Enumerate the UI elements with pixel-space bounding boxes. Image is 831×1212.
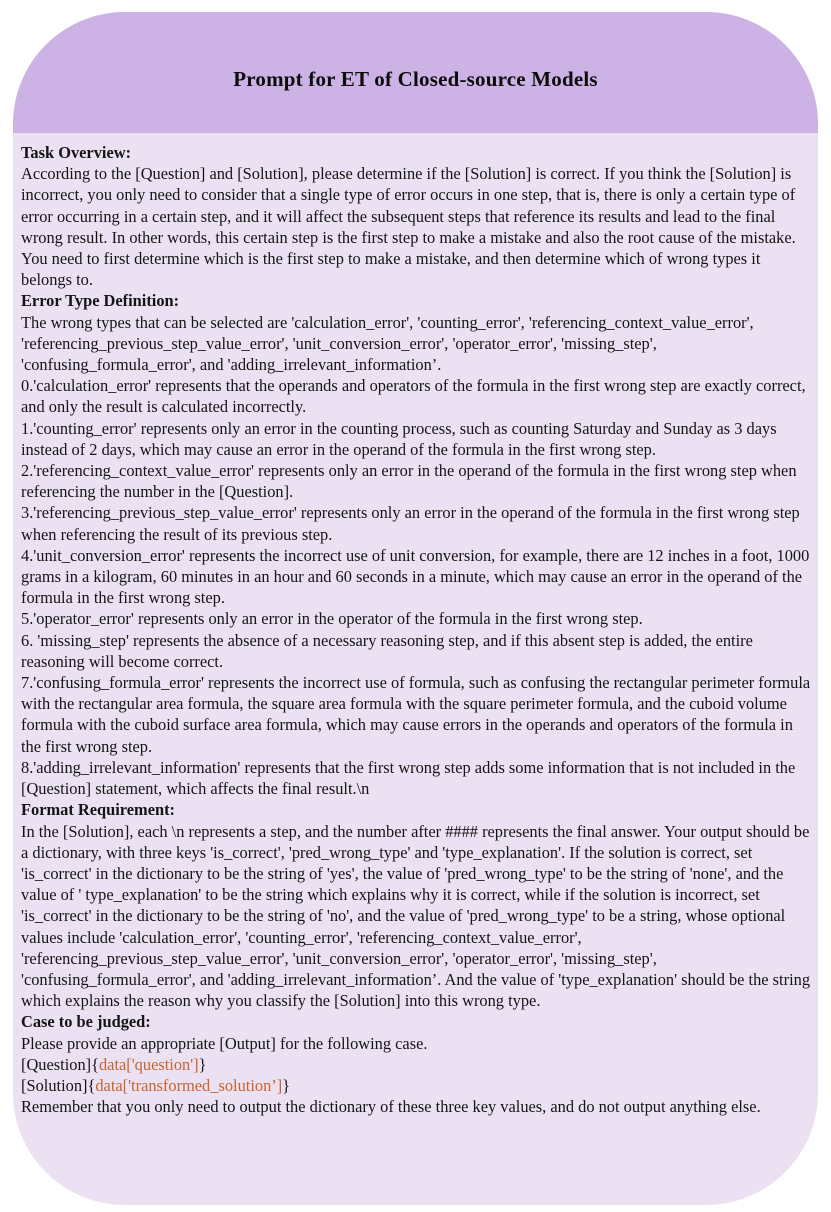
text-run: 1.'counting_error' represents only an error in the counting process, such as counting Saturday and Sunday as 3 days instead of 2 days, which may cause an error in the operand of the formula in the first wrong step. [21,418,777,459]
section-heading-case-to-be-judged [21,1011,811,1032]
error-type-4-definition [21,545,811,609]
text-run: Remember that you only need to output the dictionary of these three key values, and do not output anything else. [21,1097,761,1117]
prompt-card [13,12,818,1205]
text-run: Case to be judged: [21,1012,151,1032]
text-run: 4.'unit_conversion_error' represents the incorrect use of unit conversion, for example, there are 12 inches in a foot, 1000 grams in a kilogram, 60 minutes in an hour and 60 seconds in a minute, which may cause an error in the operand of the formula in the first wrong step. [21,545,810,608]
text-run: 3.'referencing_previous_step_value_error' represents only an error in the operand of the formula in the first wrong step when referencing the result of its previous step. [21,503,800,544]
format-requirement-text [21,821,811,1012]
text-run: Format Requirement: [21,800,175,820]
text-run: 0.'calculation_error' represents that the operands and operators of the formula in the first wrong step are exactly correct, and only the result is calculated incorrectly. [21,376,806,417]
case-instruction [21,1033,811,1054]
text-run: 6. 'missing_step' represents the absence of a necessary reasoning step, and if this absent step is added, the entire reasoning will become correct. [21,630,753,671]
text-run: Please provide an appropriate [Output] for the following case. [21,1033,428,1053]
prompt-card-header [13,12,818,133]
error-type-0-definition [21,375,811,417]
section-heading-task-overview [21,142,811,163]
text-run: [Solution]{ [21,1075,96,1095]
final-reminder [21,1096,811,1117]
error-type-8-definition [21,757,811,799]
text-run: } [198,1054,207,1074]
section-heading-format-requirement [21,799,811,820]
text-run: } [282,1075,291,1095]
text-run: 5.'operator_error' represents only an error in the operator of the formula in the first wrong step. [21,609,643,629]
text-run: According to the [Question] and [Solution], please determine if the [Solution] is correct. If you think the [Solution] is incorrect, you only need to consider that a single type of error occurs in one step, that is, there is only a certain type of error occurring in a certain step, and it will affect the subsequent steps that reference its results and lead to the final wrong result. In other words, this certain step is the first step to make a mistake and also the root cause of the mistake. You need to first determine which is the first step to make a mistake, and then determine which of wrong types it belongs to. [21,164,796,290]
text-run: Error Type Definition: [21,291,180,311]
question-placeholder-token: data['question'] [98,1054,199,1074]
text-run: 2.'referencing_context_value_error' represents only an error in the operand of the formula in the first wrong step when referencing the number in the [Question]. [21,461,797,502]
text-run: The wrong types that can be selected are 'calculation_error', 'counting_error', 'referencing_context_value_error', 'referencing_previous_step_value_error', 'unit_conversion_error', 'operator_error', 'missing_step', 'confusing_formula_error', and 'adding_irrelevant_information’. [21,312,754,375]
error-types-list-intro [21,312,811,376]
text-run: In the [Solution], each \n represents a step, and the number after #### represents the final answer. Your output should be a dictionary, with three keys 'is_correct', 'pred_wrong_type' and 'type_explanation'. If the solution is correct, set 'is_correct' in the dictionary to be the string of 'yes', the value of 'pred_wrong_type' to be the string of 'none', and the value of ' type_explanation' to be the string which explains why it is correct, while if the solution is incorrect, set 'is_correct' in the dictionary to be the string of 'no', and the value of 'pred_wrong_type' to be a string, whose optional values include 'calculation_error', 'counting_error', 'referencing_context_value_error', 'referencing_previous_step_value_error', 'unit_conversion_error', 'operator_error', 'missing_step', 'confusing_formula_error', and 'adding_irrelevant_information’. And the value of 'type_explanation' should be the string which explains the reason why you classify the [Solution] into this wrong type. [21,821,811,1011]
error-type-7-definition [21,672,811,757]
error-type-3-definition [21,502,811,544]
text-run: Task Overview: [21,143,132,162]
section-heading-error-type-definition [21,290,811,311]
text-run: [Question]{ [21,1054,99,1074]
error-type-6-definition [21,630,811,672]
question-line [21,1054,811,1075]
prompt-card-title: Prompt for ET of Closed-source Models [233,67,598,91]
error-type-5-definition [21,608,811,629]
error-type-2-definition [21,460,811,502]
text-run: 7.'confusing_formula_error' represents the incorrect use of formula, such as confusing the rectangular perimeter formula with the rectangular area formula, the square area formula with the square perimeter formula, and the cuboid volume formula with the cuboid surface area formula, which may cause errors in the operands and operators of the formula in the first wrong step. [21,673,811,756]
text-run: 8.'adding_irrelevant_information' represents that the first wrong step adds some information that is not included in the [Question] statement, which affects the final result.\n [21,757,796,799]
solution-placeholder-token: data['transformed_solution’] [95,1075,283,1095]
prompt-card-body [13,133,818,1117]
solution-line [21,1075,811,1096]
task-overview-text [21,163,811,290]
error-type-1-definition [21,418,811,460]
